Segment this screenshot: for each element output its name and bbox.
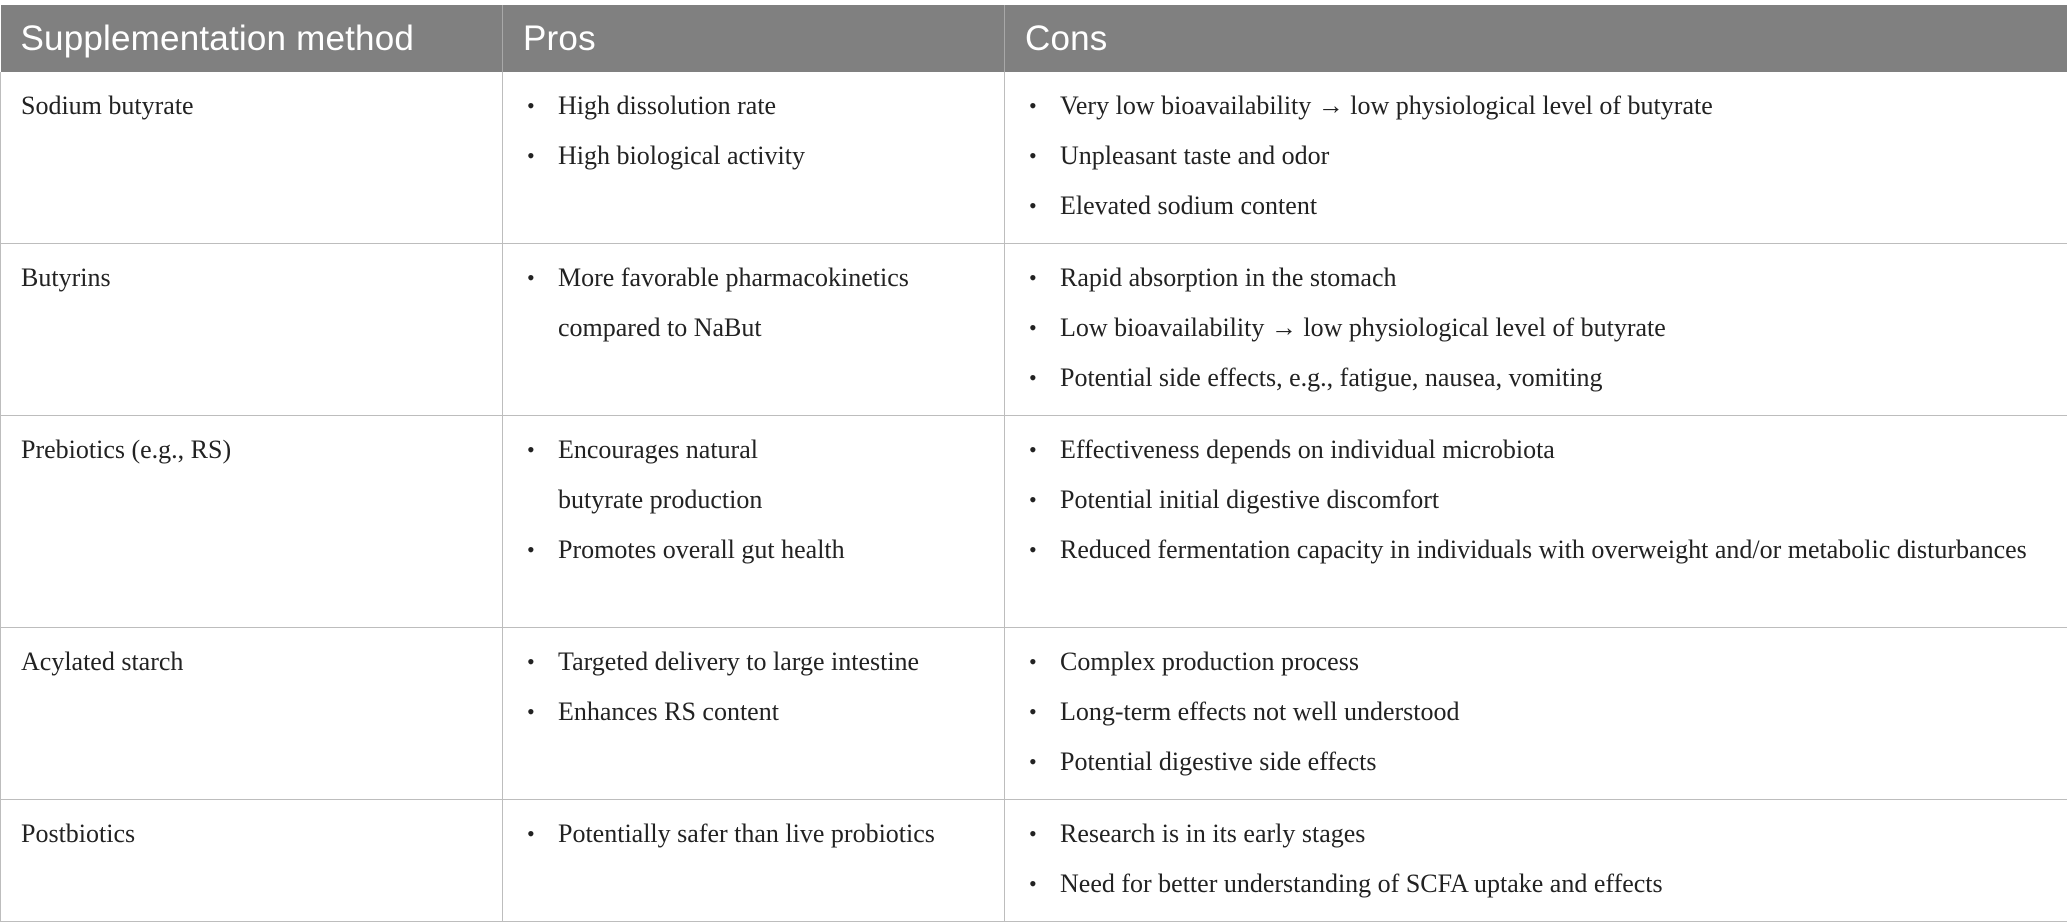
list-item: • High dissolution rate <box>523 81 984 131</box>
method-cell: Postbiotics <box>1 800 503 922</box>
list-item: • Potential digestive side effects <box>1025 737 2047 787</box>
header-pros: Pros <box>503 5 1005 72</box>
list-item: • Low bioavailability → low physiological level of butyrate <box>1025 303 2047 353</box>
list-item: • Very low bioavailability → low physiological level of butyrate <box>1025 81 2047 131</box>
cons-cell <box>1005 244 2067 416</box>
pros-list <box>523 425 984 575</box>
header-row <box>1 5 2067 72</box>
list-item: • Need for better understanding of SCFA uptake and effects <box>1025 859 2047 909</box>
list-item: • Potentially safer than live probiotics <box>523 809 984 859</box>
cons-list <box>1025 809 2047 909</box>
table-row <box>1 628 2067 800</box>
pros-cell <box>503 244 1005 416</box>
method-cell: Sodium butyrate <box>1 72 503 244</box>
list-item: • Potential side effects, e.g., fatigue, nausea, vomiting <box>1025 353 2047 403</box>
table-row <box>1 244 2067 416</box>
method-cell: Butyrins <box>1 244 503 416</box>
list-item: • Unpleasant taste and odor <box>1025 131 2047 181</box>
list-item: • Reduced fermentation capacity in individuals with overweight and/or metabolic disturbances <box>1025 525 2047 575</box>
method-cell: Prebiotics (e.g., RS) <box>1 416 503 628</box>
pros-cell <box>503 416 1005 628</box>
cons-cell <box>1005 800 2067 922</box>
table-row <box>1 416 2067 628</box>
cons-list <box>1025 253 2047 403</box>
supplementation-comparison-table <box>0 5 2067 922</box>
cons-cell <box>1005 628 2067 800</box>
list-item: • Potential initial digestive discomfort <box>1025 475 2047 525</box>
pros-list <box>523 253 984 353</box>
table-row <box>1 72 2067 244</box>
table-row <box>1 800 2067 922</box>
cons-cell <box>1005 72 2067 244</box>
pros-list <box>523 637 984 737</box>
pros-cell <box>503 628 1005 800</box>
table-body <box>1 72 2067 922</box>
pros-cell <box>503 800 1005 922</box>
list-item: • Enhances RS content <box>523 687 984 737</box>
cons-list <box>1025 425 2047 575</box>
table-header <box>1 5 2067 72</box>
method-cell: Acylated starch <box>1 628 503 800</box>
comparison-table-container <box>0 5 2067 922</box>
list-item: • More favorable pharmacokinetics compared to NaBut <box>523 253 978 353</box>
list-item: • Research is in its early stages <box>1025 809 2047 859</box>
list-item: • Effectiveness depends on individual microbiota <box>1025 425 2047 475</box>
list-item: • High biological activity <box>523 131 984 181</box>
cons-cell <box>1005 416 2067 628</box>
cons-list <box>1025 81 2047 231</box>
list-item: • Elevated sodium content <box>1025 181 2047 231</box>
header-cons: Cons <box>1005 5 2067 72</box>
list-item: • Complex production process <box>1025 637 2047 687</box>
pros-list <box>523 81 984 181</box>
list-item: • Long-term effects not well understood <box>1025 687 2047 737</box>
list-item: • Promotes overall gut health <box>523 525 984 575</box>
pros-cell <box>503 72 1005 244</box>
list-item: • Encourages natural butyrate production <box>523 425 828 525</box>
list-item: • Rapid absorption in the stomach <box>1025 253 2047 303</box>
header-method: Supplementation method <box>1 5 503 72</box>
list-item: • Targeted delivery to large intestine <box>523 637 984 687</box>
pros-list <box>523 809 984 859</box>
cons-list <box>1025 637 2047 787</box>
